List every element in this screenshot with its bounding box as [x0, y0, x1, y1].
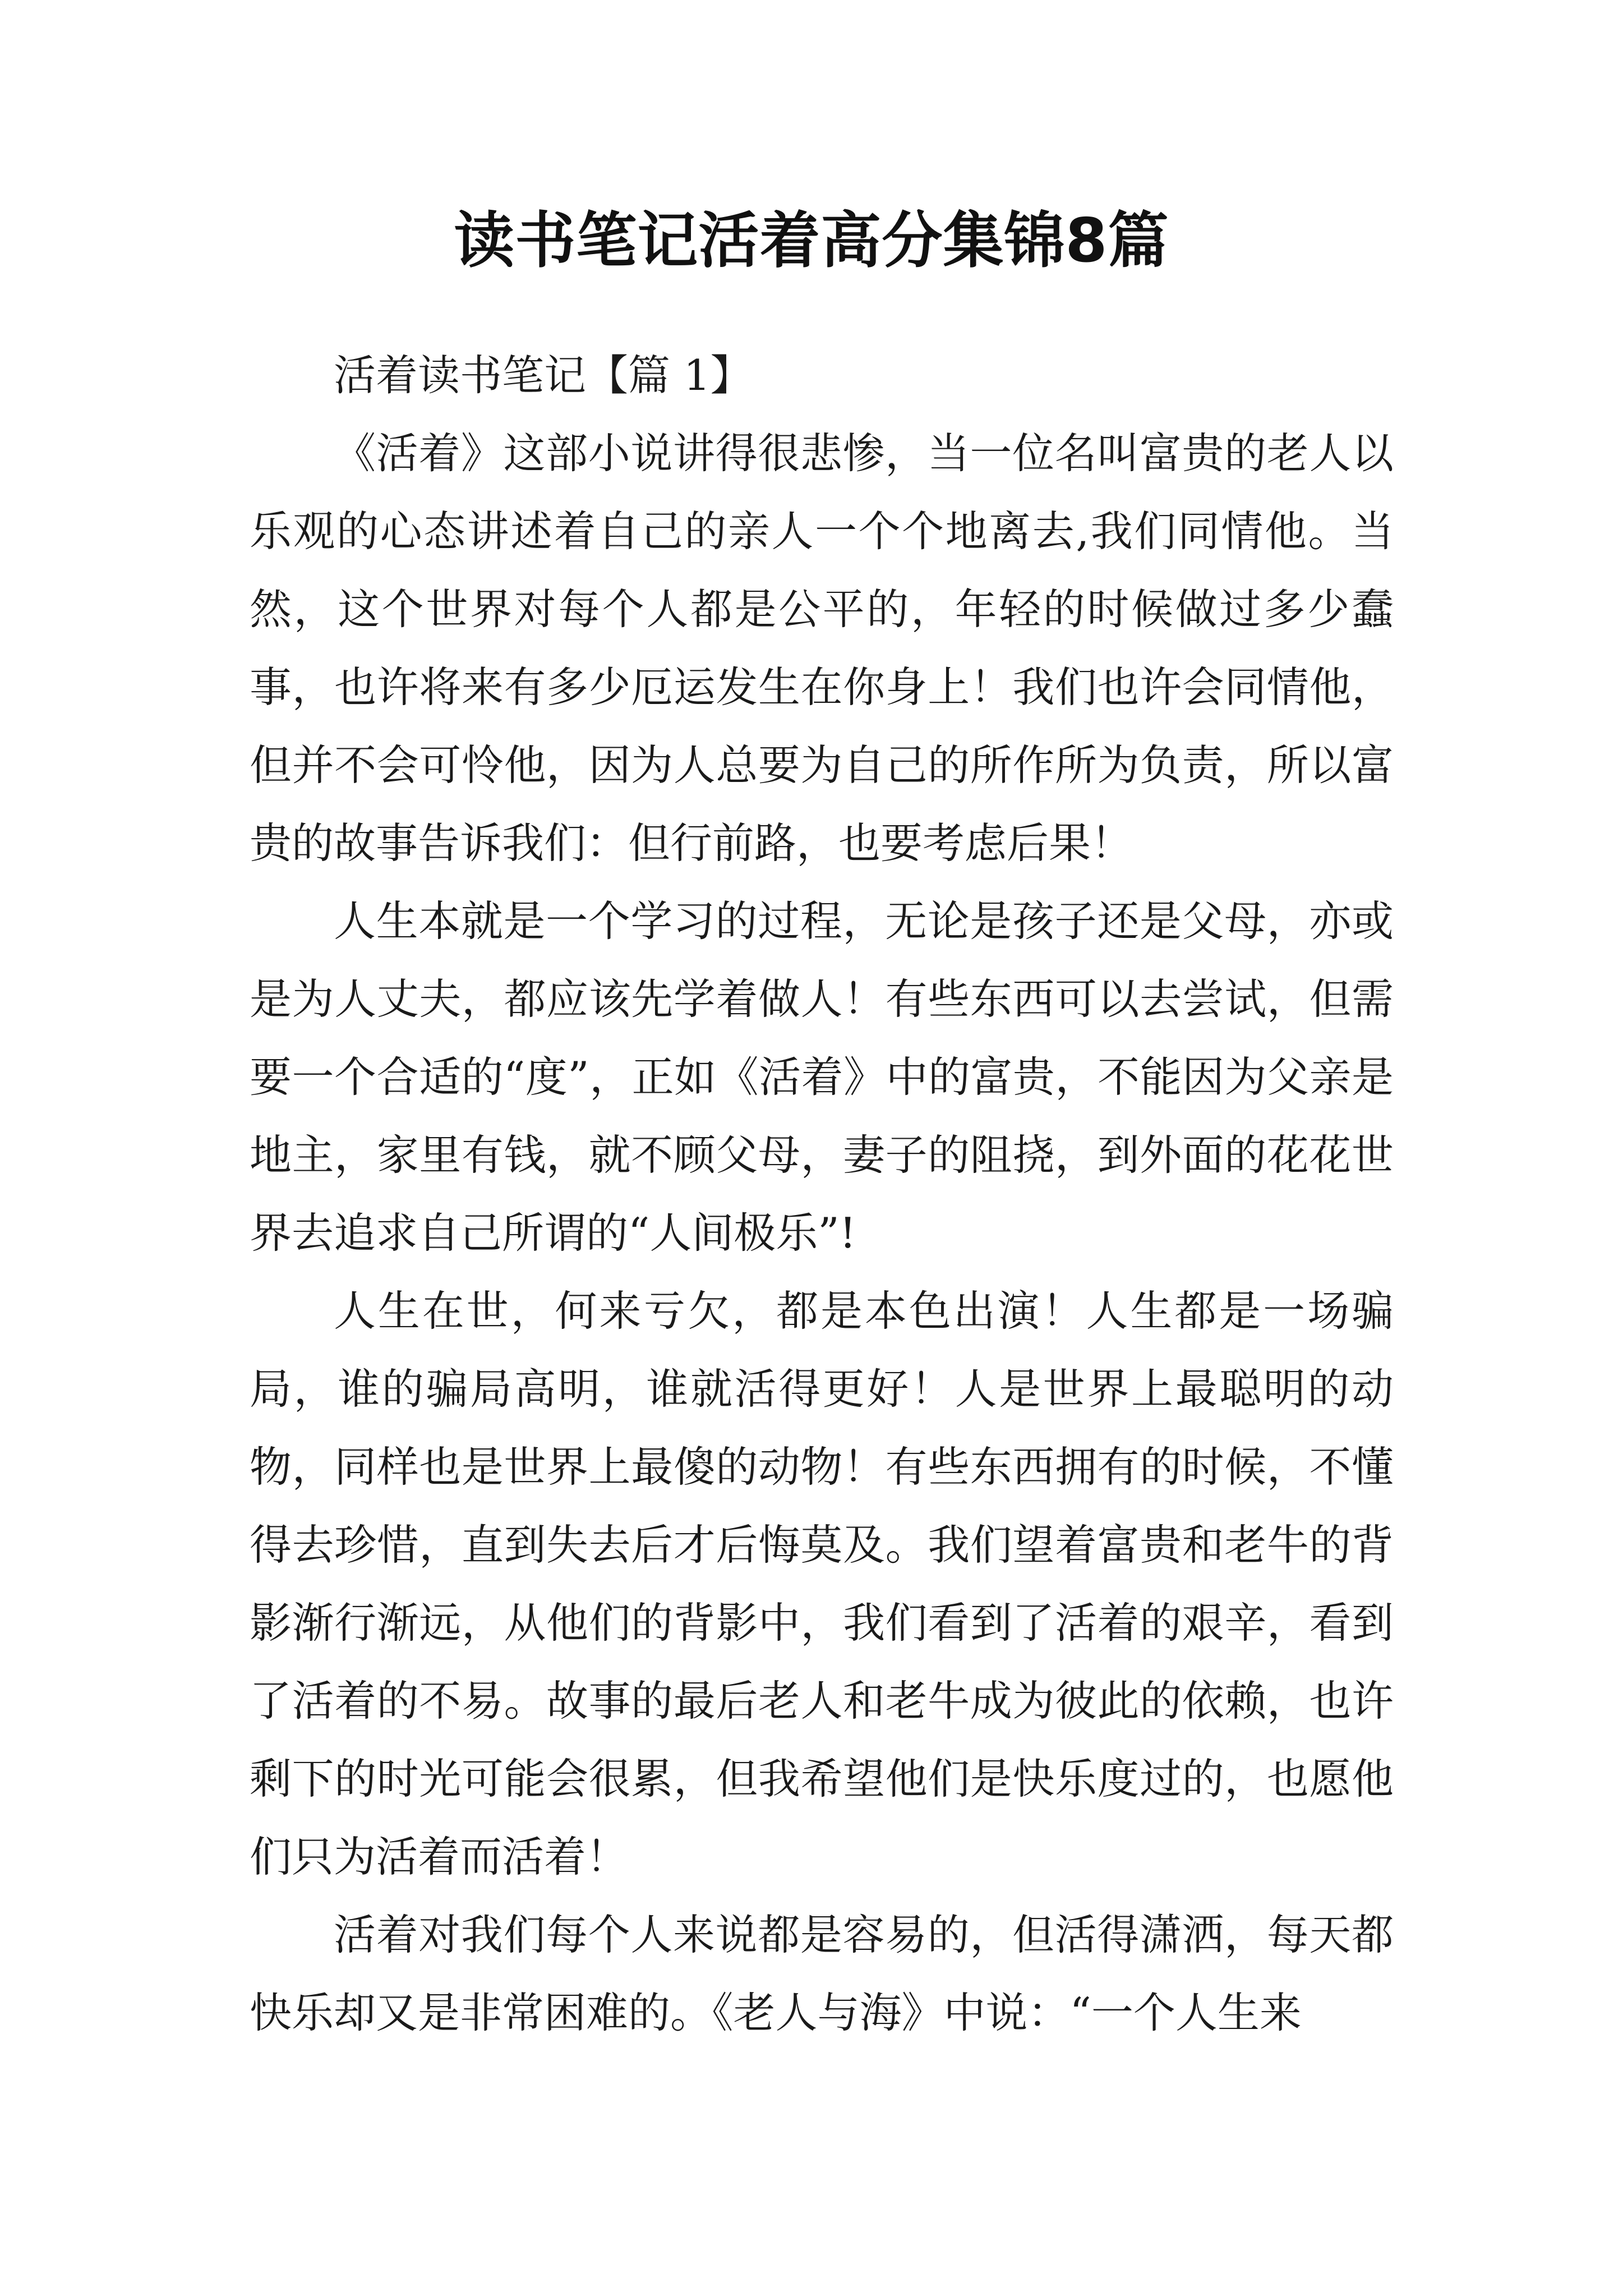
document-body [250, 337, 1394, 2052]
section-heading: 活着读书笔记【篇 1】 [334, 351, 753, 400]
body-paragraph-4: 活着对我们每个人来说都是容易的，但活得潇洒，每天都快乐却又是非常困难的。《老人与海》中说：“一个人生来 [250, 1910, 1394, 2037]
body-paragraph-3: 人生在世，何来亏欠，都是本色出演！人生都是一场骗局，谁的骗局高明，谁就活得更好！人是世界上最聪明的动物，同样也是世界上最傻的动物！有些东西拥有的时候，不懂得去珍惜，直到失去后才后悔莫及。我们望着富贵和老牛的背影渐行渐远，从他们的背影中，我们看到了活着的艰辛，看到了活着的不易。故事的最后老人和老牛成为彼此的依赖，也许剩下的时光可能会很累，但我希望他们是快乐度过的，也愿他们只为活着而活着！ [250, 1286, 1394, 1881]
body-paragraph-2: 人生本就是一个学习的过程，无论是孩子还是父母，亦或是为人丈夫，都应该先学着做人！有些东西可以去尝试，但需要一个合适的“度”，正如《活着》中的富贵，不能因为父亲是地主，家里有钱，就不顾父母，妻子的阻挠，到外面的花花世界去追求自己所谓的“人间极乐”! [250, 896, 1394, 1258]
document-title: 读书笔记活着高分集锦8篇 [454, 206, 1169, 276]
body-paragraph-1: 《活着》这部小说讲得很悲惨，当一位名叫富贵的老人以乐观的心态讲述着自己的亲人一个个地离去,我们同情他。当然，这个世界对每个人都是公平的，年轻的时候做过多少蠢事，也许将来有多少厄运发生在你身上！我们也许会同情他，但并不会可怜他，因为人总要为自己的所作所为负责，所以富贵的故事告诉我们：但行前路，也要考虑后果！ [250, 429, 1394, 868]
